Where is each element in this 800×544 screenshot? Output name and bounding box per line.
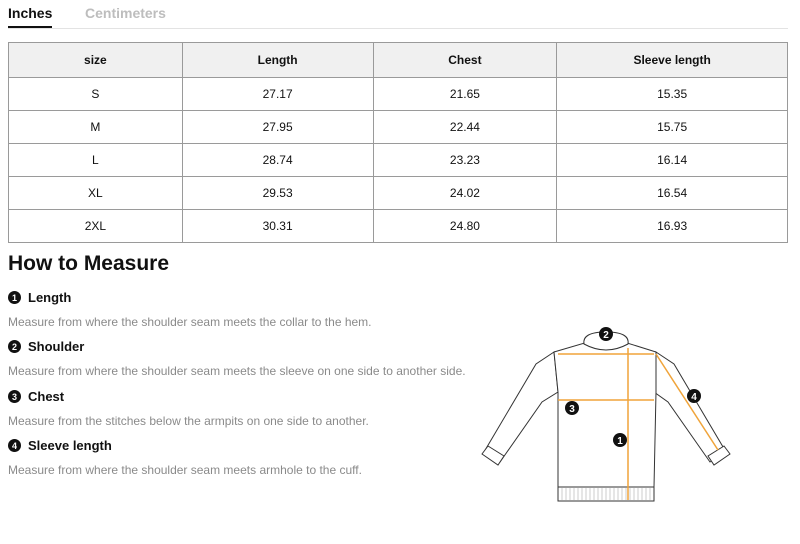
cell-length: 27.17 [182,78,373,111]
marker-2-label: 2 [603,330,609,341]
left-sleeve [484,352,558,462]
cell-sleeve-length: 16.54 [557,177,788,210]
cell-size: L [9,144,183,177]
cell-size: 2XL [9,210,183,243]
cell-sleeve-length: 15.75 [557,111,788,144]
unit-tabs [8,0,788,29]
cell-sleeve-length: 16.93 [557,210,788,243]
cell-chest: 21.65 [373,78,557,111]
number-badge-icon: 2 [8,340,21,353]
table-row [9,177,788,210]
header-size: size [9,43,183,78]
header-sleeve-length: Sleeve length [557,43,788,78]
marker-3-label: 3 [569,404,575,415]
header-length: Length [182,43,373,78]
measure-item-label: Chest [28,389,65,404]
size-chart-table [8,42,788,243]
table-row [9,111,788,144]
tab-inches[interactable]: Inches [8,5,53,21]
cell-length: 27.95 [182,111,373,144]
sweater-diagram-icon [478,322,734,512]
measure-item-sleeve-length [8,438,112,453]
table-row [9,78,788,111]
marker-1-label: 1 [617,436,623,447]
measure-item-shoulder [8,339,84,354]
table-header-row [9,43,788,78]
cell-sleeve-length: 16.14 [557,144,788,177]
number-badge-icon: 3 [8,390,21,403]
cell-chest: 23.23 [373,144,557,177]
measure-item-length [8,290,71,305]
cell-size: M [9,111,183,144]
cell-length: 28.74 [182,144,373,177]
sleeve-measure-line [656,354,718,450]
how-to-measure-title: How to Measure [8,252,170,275]
measure-item-description: Measure from where the shoulder seam meets the collar to the hem. [8,315,372,329]
measure-item-label: Shoulder [28,339,85,354]
marker-4-label: 4 [691,392,697,403]
cell-chest: 24.02 [373,177,557,210]
measure-item-label: Length [28,290,72,305]
cell-length: 30.31 [182,210,373,243]
cell-sleeve-length: 15.35 [557,78,788,111]
header-chest: Chest [373,43,557,78]
table-row [9,144,788,177]
measure-item-description: Measure from the stitches below the armpits on one side to another. [8,414,369,428]
measure-item-label: Sleeve length [28,438,112,453]
cell-size: XL [9,177,183,210]
measure-item-chest [8,389,64,404]
table-row [9,210,788,243]
measure-item-description: Measure from where the shoulder seam meets armhole to the cuff. [8,463,362,477]
number-badge-icon: 1 [8,291,21,304]
number-badge-icon: 4 [8,439,21,452]
tab-centimeters[interactable]: Centimeters [85,5,166,21]
cell-chest: 24.80 [373,210,557,243]
cell-size: S [9,78,183,111]
active-tab-indicator [8,26,52,28]
cell-chest: 22.44 [373,111,557,144]
measure-item-description: Measure from where the shoulder seam meets the sleeve on one side to another side. [8,364,466,378]
cell-length: 29.53 [182,177,373,210]
